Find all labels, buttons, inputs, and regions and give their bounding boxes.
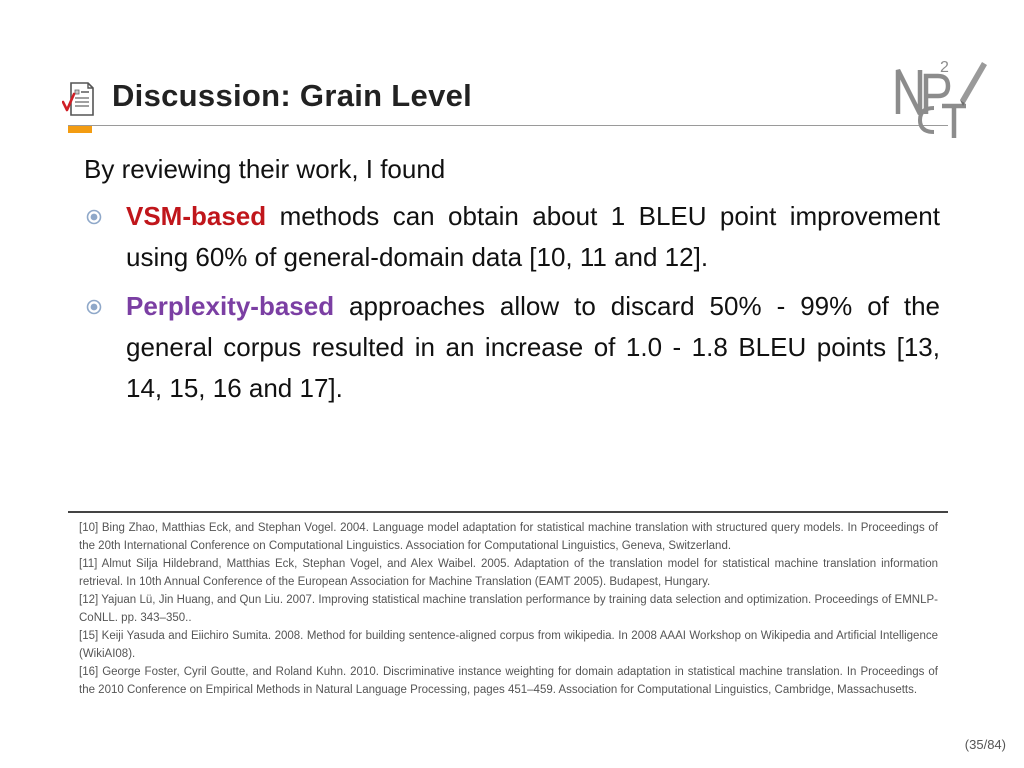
bullet-circle-icon [86, 209, 102, 225]
document-check-icon [62, 80, 96, 118]
reference-item: [12] Yajuan Lü, Jin Huang, and Qun Liu. 2007. Improving statistical machine translation performance by training data selection and optimization. Proceedings of EMNLP-CoNLL. pp. 343–350.. [79, 594, 938, 624]
bullet-circle-icon [86, 299, 102, 315]
reference-item: [16] George Foster, Cyril Goutte, and Roland Kuhn. 2010. Discriminative instance weighting for domain adaptation in statistical machine translation. In Proceedings of the 2010 Conference on Empirical Methods in Natural Language Processing, pages 451–459. Association for Computational Linguistics, Cambridge, Massachusetts. [79, 666, 938, 696]
intro-text: By reviewing their work, I found [84, 154, 446, 184]
references [79, 519, 938, 699]
vsm-bullet-text: methods can obtain about 1 BLEU point improvement using 60% of general-domain data [10, 11 and 12]. [126, 201, 940, 272]
bullet-item-vsm [84, 196, 940, 278]
title-divider [68, 125, 948, 126]
logo-superscript: 2 [940, 59, 949, 76]
references-divider [68, 511, 948, 513]
perplexity-bullet-text: approaches allow to discard 50% - 99% of the general corpus resulted in an increase of 1.0 - 1.8 BLEU points [13, 14, 15, 16 and 17]. [126, 291, 940, 403]
slide-body [84, 150, 940, 417]
perplexity-keyword: Perplexity-based [126, 291, 335, 321]
slide-title: Discussion: Grain Level [112, 78, 473, 113]
vsm-keyword: VSM-based [126, 201, 267, 231]
bullet-item-perplexity [84, 286, 940, 409]
title-accent-bar [68, 126, 92, 133]
reference-item: [15] Keiji Yasuda and Eiichiro Sumita. 2008. Method for building sentence-aligned corpus from wikipedia. In 2008 AAAI Workshop on Wikipedia and Artificial Intelligence (WikiAI08). [79, 630, 938, 660]
reference-item: [10] Bing Zhao, Matthias Eck, and Stephan Vogel. 2004. Language model adaptation for statistical machine translation with structured query models. In Proceedings of the 20th International Conference on Computational Linguistics. Association for Computational Linguistics, Geneva, Switzerland. [79, 522, 938, 552]
npgct-logo [890, 52, 990, 144]
page-number: (35/84) [964, 737, 1006, 752]
reference-item: [11] Almut Silja Hildebrand, Matthias Eck, Stephan Vogel, and Alex Waibel. 2005. Adaptation of the translation model for statistical machine translation information retrieval. In 10th Annual Conference of the European Association for Machine Translation (EAMT 2005). Budapest, Hungary. [79, 558, 938, 588]
